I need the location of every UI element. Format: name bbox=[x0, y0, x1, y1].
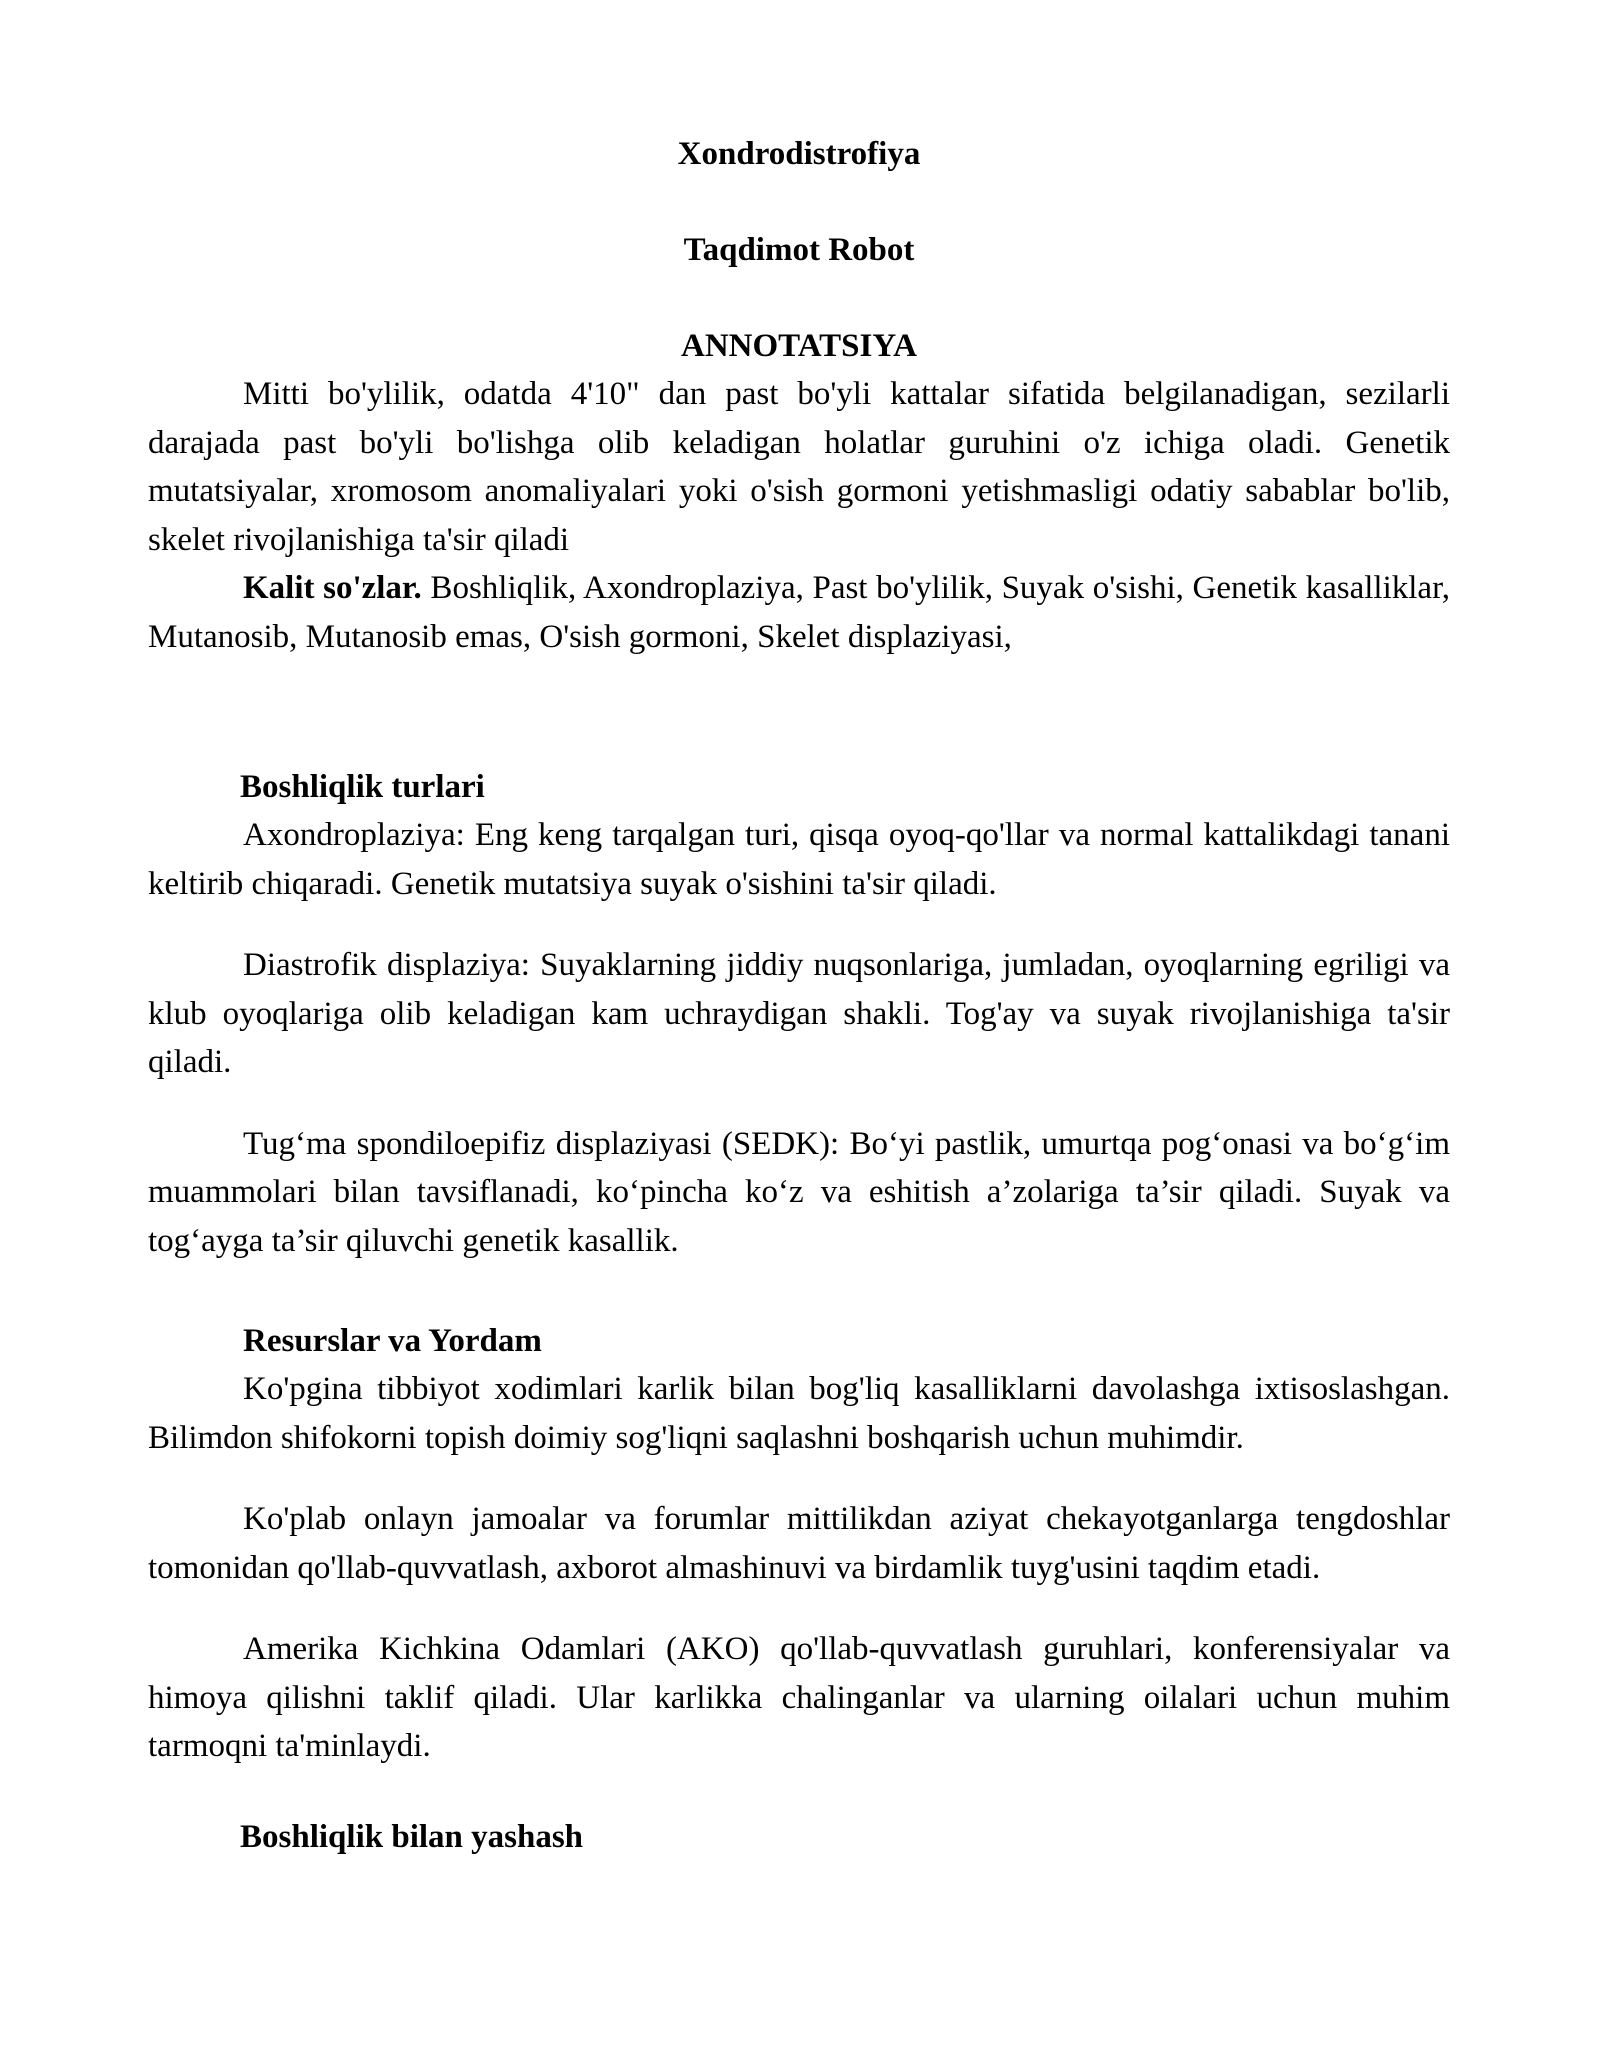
section-paragraph: Axondroplaziya: Eng keng tarqalgan turi, qisqa oyoq-qo'llar va normal kattalikdagi tanani keltirib chiqaradi. Genetik mutatsiya suyak o'sishini ta'sir qiladi. bbox=[148, 817, 1450, 902]
document-subtitle: Taqdimot Robot bbox=[683, 232, 915, 268]
section-paragraph: Ko'pgina tibbiyot xodimlari karlik bilan bog'liq kasalliklarni davolashga ixtisoslashgan. Bilimdon shifokorni topish doimiy sog'liqni saqlashni boshqarish uchun muhimdir. bbox=[148, 1371, 1450, 1456]
annotation-heading: ANNOTATSIYA bbox=[681, 328, 917, 364]
section-paragraph: Amerika Kichkina Odamlari (AKO) qo'llab-quvvatlash guruhlari, konferensiyalar va himoya qilishni taklif qiladi. Ular karlikka chalinganlar va ularning oilalari uchun muhim tarmoqni ta'minlaydi. bbox=[148, 1631, 1450, 1764]
document-title: Xondrodistrofiya bbox=[677, 136, 921, 172]
keywords-label: Kalit so'zlar. bbox=[243, 570, 422, 606]
section-paragraph: Tug‘ma spondiloepifiz displaziyasi (SEDK): Bo‘yi pastlik, umurtqa pog‘onasi va bo‘g‘im muammolari bilan tavsiflanadi, ko‘pincha ko‘z va eshitish a’zolariga ta’sir qiladi. Suyak va tog‘ayga ta’sir qiluvchi genetik kasallik. bbox=[148, 1125, 1450, 1259]
section-heading-resources: Resurslar va Yordam bbox=[243, 1323, 542, 1359]
keywords-paragraph bbox=[148, 564, 1450, 661]
section-paragraph: Ko'plab onlayn jamoalar va forumlar mittilikdan aziyat chekayotganlarga tengdoshlar tomonidan qo'llab-quvvatlash, axborot almashinuvi va birdamlik tuyg'usini taqdim etadi. bbox=[148, 1501, 1450, 1586]
annotation-paragraph: Mitti bo'ylilik, odatda 4'10" dan past bo'yli kattalar sifatida belgilanadigan, sezilarli darajada past bo'yli bo'lishga olib keladigan holatlar guruhini o'z ichiga oladi. Genetik mutatsiyalar, xromosom anomaliyalari yoki o'sish gormoni yetishmasligi odatiy sabablar bo'lib, skelet rivojlanishiga ta'sir qiladi bbox=[148, 376, 1450, 558]
section-paragraph: Diastrofik displaziya: Suyaklarning jiddiy nuqsonlariga, jumladan, oyoqlarning egriligi va klub oyoqlariga olib keladigan kam uchraydigan shakli. Tog'ay va suyak rivojlanishiga ta'sir qiladi. bbox=[148, 947, 1450, 1080]
section-heading-types: Boshliqlik turlari bbox=[240, 769, 485, 805]
keywords-text: Boshliqlik, Axondroplaziya, Past bo'ylilik, Suyak o'sishi, Genetik kasalliklar, Mutanosib, Mutanosib emas, O'sish gormoni, Skelet displaziyasi, bbox=[148, 570, 1450, 655]
section-heading-living: Boshliqlik bilan yashash bbox=[240, 1818, 584, 1855]
